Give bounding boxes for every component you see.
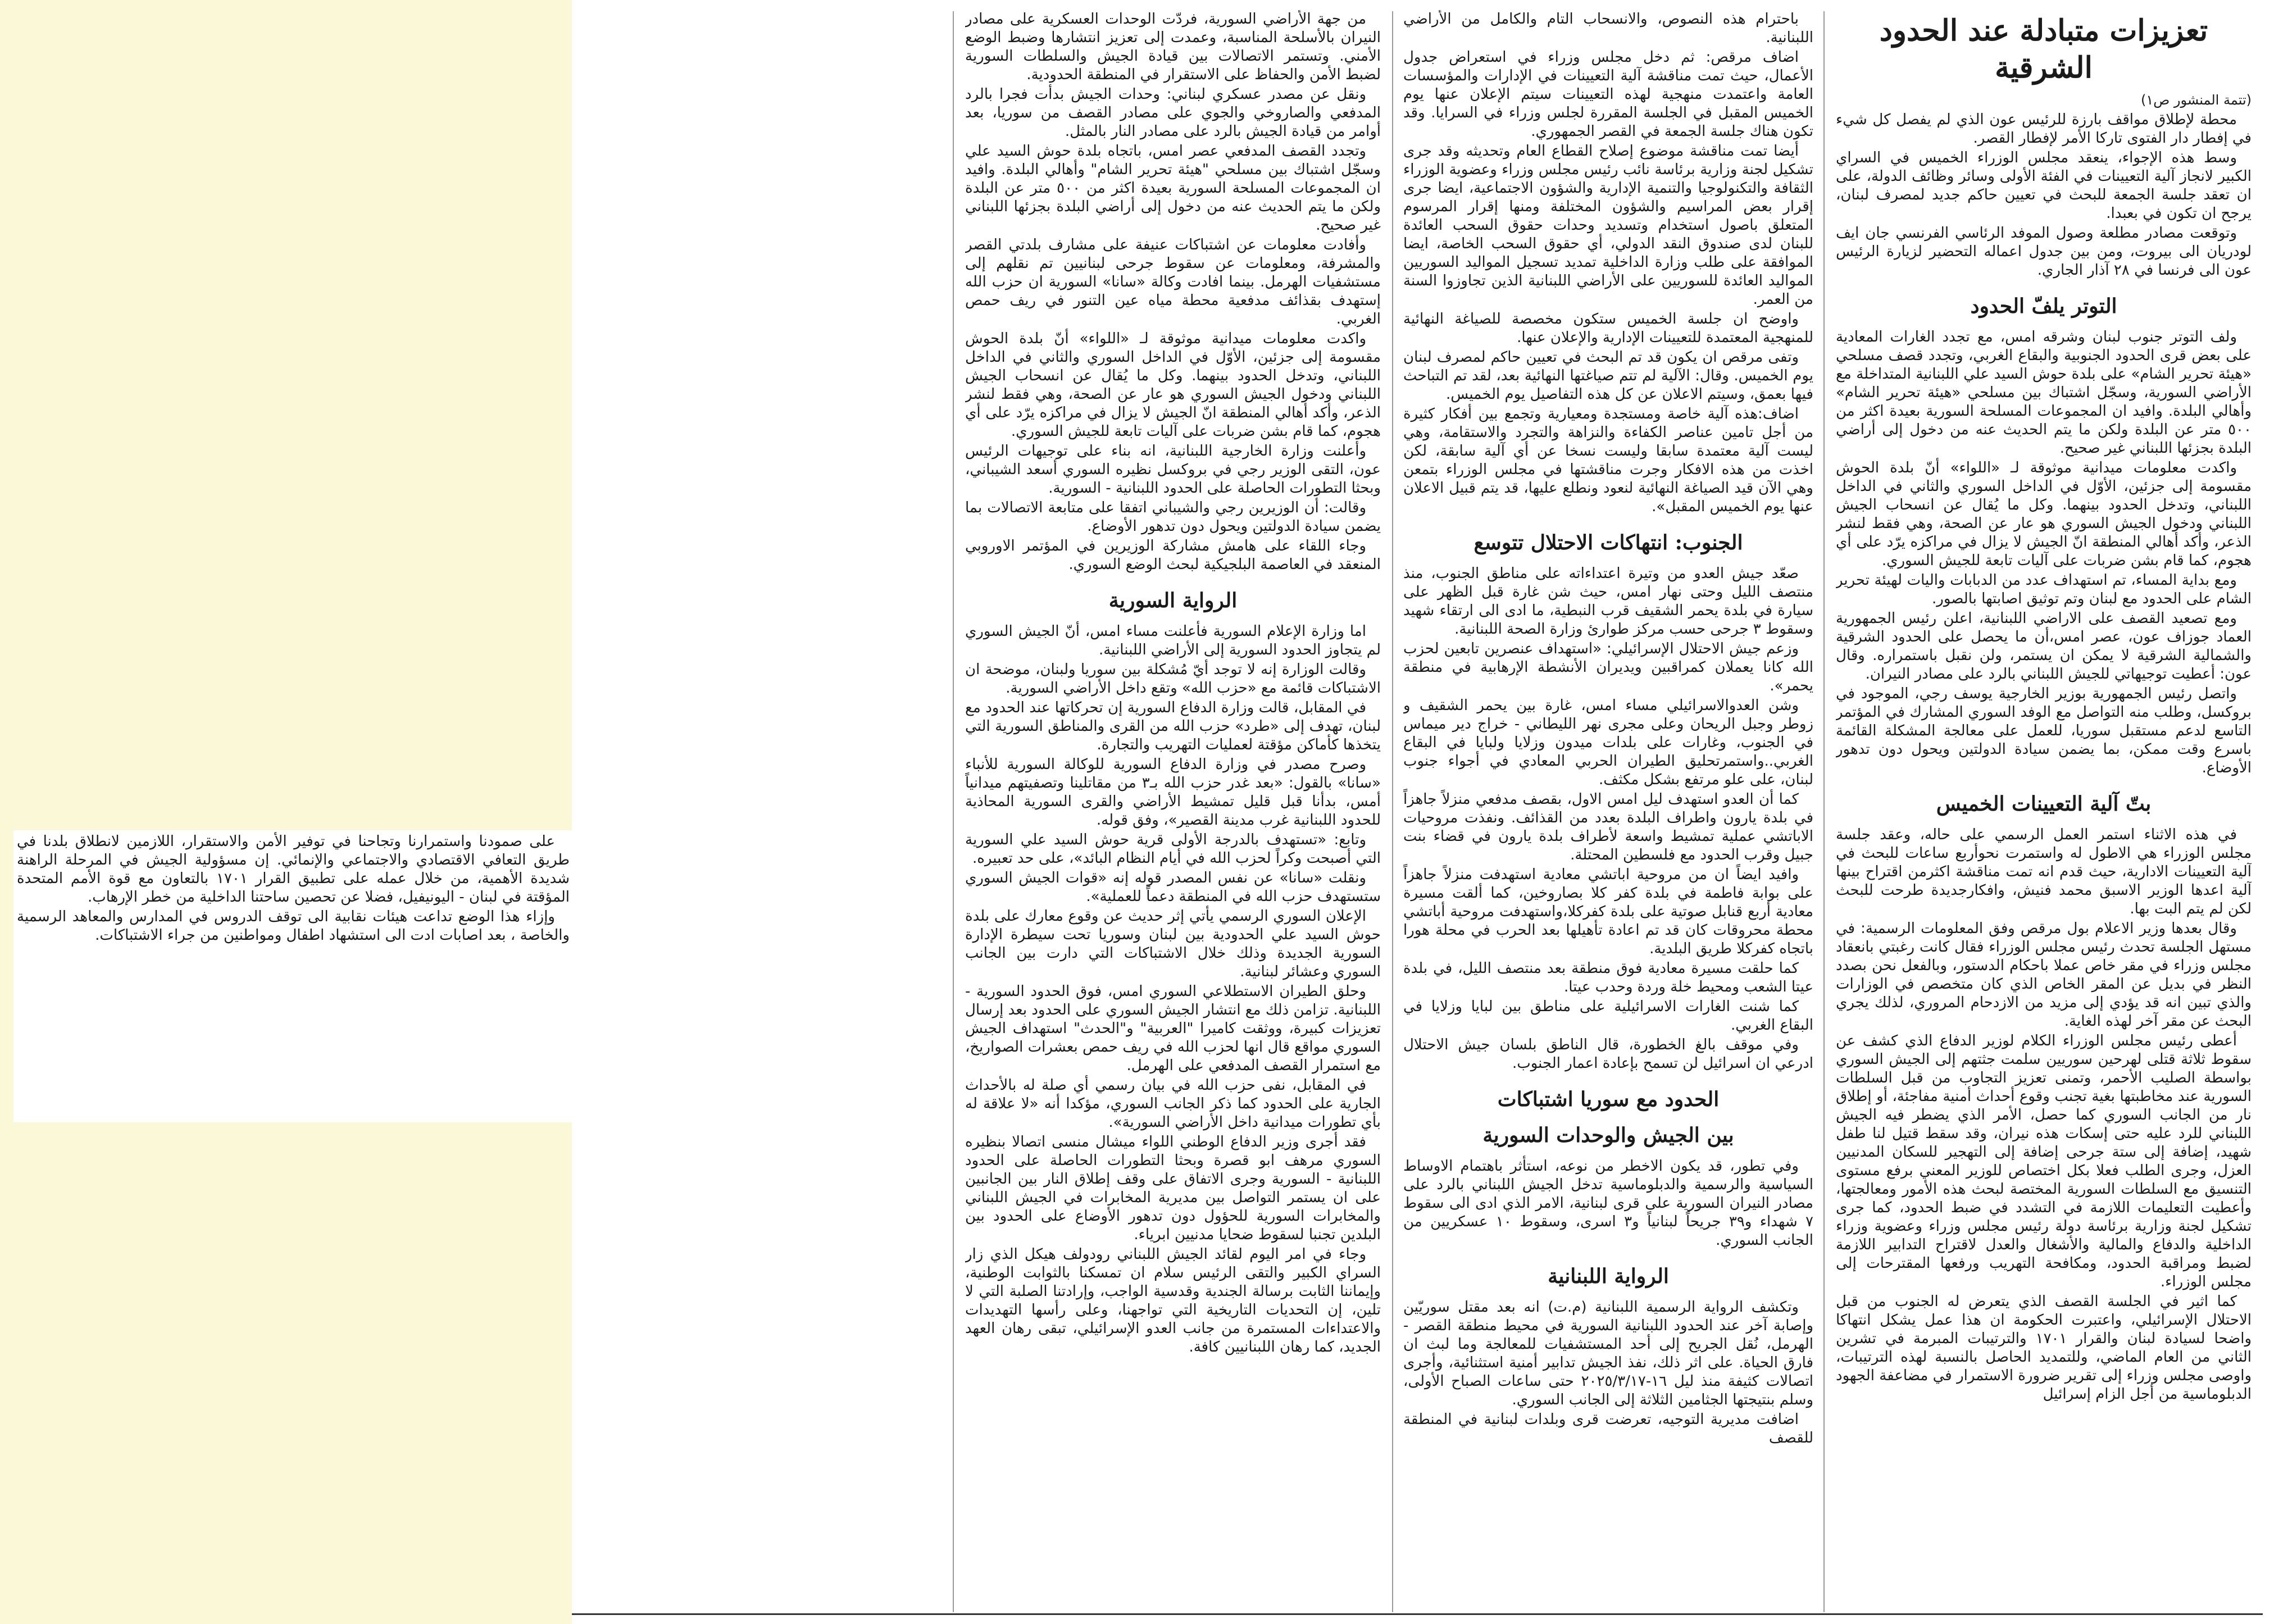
column-divider xyxy=(953,11,954,1612)
subheading: بتّ آلية التعيينات الخميس xyxy=(1936,792,2152,816)
subheading: الرواية اللبنانية xyxy=(1548,1264,1669,1288)
paragraph: وتفى مرقص ان يكون قد تم البحث في تعيين حاكم لمصرف لبنان يوم الخميس. وقال: الآلية لم تتم صياغتها النهائية بعد، لقد تم التباحث فيها بعمق، وسيتم الاعلان عن كل هذه التفاصيل يوم الخميس. xyxy=(1403,349,1813,403)
paragraph: وقال بعدها وزير الاعلام بول مرقص وفق المعلومات الرسمية: في مستهل الجلسة تحدث رئيس مجلس الوزراء فقال كانت رغبتي بانعقاد مجلس وزراء في مقر خاص عملا باحكام الدستور، وبالفعل نحن بصدد النظر في بديل عن المقر الخاص الذي كان متخصص في الوزارات والذي تبين انه قد يؤدي إلى مزيد من الازدحام المروري، لذلك يجري البحث عن مقر آخر لهذه الغاية. xyxy=(1836,920,2252,1030)
paragraph: كما اثير في الجلسة القصف الذي يتعرض له الجنوب من قبل الاحتلال الإسرائيلي، واعتبرت الحكومة ان هذا عمل يشكل انتهاكا واضحا لسيادة لبنان والقرار ١٧٠١ والترتيبات المبرمة في تشرين الثاني من العام الماضي، وللتمديد الحاصل بالنسبة لهذه الترتيبات، واوصى مجلس وزراء إلى تقرير ضرورة الاستمرار في مضاعفة الجهود الدبلوماسية من أجل الزام إسرائيل xyxy=(1836,1293,2252,1403)
paragraph: وتوقعت مصادر مطلعة وصول الموفد الرئاسي الفرنسي جان ايف لودريان الى بيروت، ومن بين جدول اعماله التحضير لزيارة الرئيس عون الى فرنسا في ٢٨ آذار الجاري. xyxy=(1836,225,2252,279)
paragraph: وصرح مصدر في وزارة الدفاع السورية للوكالة السورية للأنباء «سانا» بالقول: «بعد غدر حزب الله بـ٣ من مقاتلينا وتصفيتهم ميدانياً أمس، بدأنا قبل قليل تمشيط الأراضي والقرى السورية المحاذية للحدود اللبنانية غرب مدينة القصير»، وفق قوله. xyxy=(965,756,1381,829)
paragraph: واكدت معلومات ميدانية موثوقة لـ «اللواء» أنّ بلدة الحوش مقسومة إلى جزئين، الأوّل في الداخل السوري والثاني في الداخل اللبناني، وتدخل الحدود بينهما. وكل ما يُقال عن انسحاب الجيش اللبناني ودخول الجيش السوري هو عار عن الصحة، وهي فقط لنشر الذعر، وأكد أهالي المنطقة انّ الجيش لا يزال في مراكزه يرّد على أي هجوم، كما قام بشن ضربات على آليات تابعة للجيش السوري. xyxy=(965,330,1381,440)
paragraph: وفي موقف بالغ الخطورة، قال الناطق بلسان جيش الاحتلال ادرعي ان اسرائيل لن تسمح بإعادة اعمار الجنوب. xyxy=(1403,1036,1813,1072)
paragraph: وتابع: «تستهدف بالدرجة الأولى قرية حوش السيد علي السورية التي أصبحت وكراً لحزب الله في أيام النظام البائد»، على حد تعبيره. xyxy=(965,831,1381,867)
paragraph: في هذه الاثناء استمر العمل الرسمي على حاله، وعقد جلسة مجلس الوزراء هي الاطول له واستمرت نحوأربع ساعات للبحث في آلية التعيينات الادارية، حيث قدم انه تمت مناقشة اكثرمن اقتراح بينها آلية اعدها الوزير الاسبق محمد فنيش، وافكارجديدة طرحت للبحث لكن لم يتم البت بها. xyxy=(1836,826,2252,917)
paragraph: صعّد جيش العدو من وتيرة اعتداءاته على مناطق الجنوب، منذ منتصف الليل وحتى نهار امس، حيث شن غارة قبل الظهر على سيارة في بلدة يحمر الشقيف قرب النبطية، ما ادى الى ارتقاء شهيد وسقوط ٣ جرحى حسب مركز طوارئ وزارة الصحة اللبنانية. xyxy=(1403,565,1813,638)
paragraph: محطة لإطلاق مواقف بارزة للرئيس عون الذي لم يفصل كل شيء في إفطار دار الفتوى تاركا الأمر لإفطار القصر. xyxy=(1836,111,2252,147)
paragraph: وأفادت معلومات عن اشتباكات عنيفة على مشارف بلدتي القصر والمشرفة، ومعلومات عن سقوط جرحى لبنانيين تم نقلهم إلى مستشفيات الهرمل. بينما افادت وكالة «سانا» السورية ان حزب الله إستهدف بقذائف مدفعية محطة مياه عين التنور في ريف حمص الغربي. xyxy=(965,236,1381,327)
paragraph: كما أن العدو استهدف ليل امس الاول، بقصف مدفعي منزلاً جاهزاً في بلدة يارون واطراف البلدة بعدد من القذائف. ونفذت مروحيات الاباتشي عملية تمشيط واسعة لأطراف بلدة يارون في قضاء بنت جبيل وقرب الحدود مع فلسطين المحتلة. xyxy=(1403,791,1813,863)
paragraph: أيضا تمت مناقشة موضوع إصلاح القطاع العام وتحديثه وقد جرى تشكيل لجنة وزارية برئاسة نائب رئيس مجلس وزراء وعضوية الوزراء الثقافة والتكنولوجيا والتنمية الإدارية والشؤون الاجتماعية، ايضا جرى إقرار بعض المراسيم والشؤون المختلفة ومنها إقرار المرسوم المتعلق باصول استخدام وتسديد وحدات حقوق السحب العائدة للبنان لدى صندوق النقد الدولي، أي حقوق السحب الخاصة، ايضا الموافقة على طلب وزارة الداخلية تمديد تسجيل المواليد السوريين المواليد العائدة للسوريين على الأراضي اللبنانية الذين تجاوزوا السنة من العمر. xyxy=(1403,143,1813,308)
paragraph: وحلق الطيران الاستطلاعي السوري امس، فوق الحدود السورية - اللبنانية. تزامن ذلك مع انتشار الجيش السوري على الحدود بعد إرسال تعزيزات كبيرة، ووثقت كاميرا "العربية" و"الحدث" استهداف الجيش السوري مواقع قال انها لحزب الله في ريف حمص بعشرات الصواريخ، مع استمرار القصف المدفعي على الهرمل. xyxy=(965,983,1381,1074)
subheading: الحدود مع سوريا اشتباكات xyxy=(1497,1088,1720,1111)
article-title: تعزيزات متبادلة عند الحدود الشرقية xyxy=(1879,13,2208,85)
paragraph: ولف التوتر جنوب لبنان وشرقه امس، مع تجدد الغارات المعادية على بعض قرى الحدود الجنوبية والبقاع الغربي، وتجدد قصف مسلحي «هيئة تحرير الشام» على بلدة حوش السيد علي اللبنانية المتداخلة مع الأراضي السورية، وسجّل اشتباك بين مسلحي «هيئة تحرير الشام» وأهالي البلدة. وافيد ان المجموعات المسلحة السورية بعيدة اكثر من ٥٠٠ متر عن البلدة ولكن ما يتم الحديث عنه من دخول إلى أراضي البلدة بجزئها اللبناني غير صحيح. xyxy=(1836,329,2252,457)
paragraph: ومع بداية المساء، تم استهداف عدد من الدبابات واليات لهيئة تحرير الشام على الحدود مع لبنان وتم توثيق اصابتها بالصور. xyxy=(1836,572,2252,607)
paragraph: وفي تطور، قد يكون الاخطر من نوعه، استأثر باهتمام الاوساط السياسية والرسمية والدبلوماسية تدخل الجيش اللبناني بالرد على مصادر النيران السورية على قرى لبنانية، الامر الذي ادى الى سقوط ٧ شهداء و٣٩ جريحاً لبنانياً و٣ اسرى، وسقوط ١٠ عسكريين من الجانب السوري. xyxy=(1403,1158,1813,1249)
paragraph: فقد أجرى وزير الدفاع الوطني اللواء ميشال منسى اتصالا بنظيره السوري مرهف ابو قصرة وبحثا التطورات الحاصلة على الحدود اللبنانية - السورية وجرى الاتفاق على وقف إطلاق النار بين الجانبين على ان يستمر التواصل بين مديرية المخابرات في الجيش اللبناني والمخابرات السورية للحؤول دون تدهور الأوضاع على الحدود بين البلدين تجنبا لسقوط ضحايا مدنيين ابرياء. xyxy=(965,1134,1381,1243)
paragraph: وأعلنت وزارة الخارجية اللبنانية، انه بناء على توجيهات الرئيس عون، التقى الوزير رجي في بروكسل نظيره السوري أسعد الشيباني، وبحثا التطورات الحاصلة على الحدود اللبنانية - السورية. xyxy=(965,443,1381,497)
paragraph: وشن العدوالاسرائيلي مساء امس، غارة بين يحمر الشقيف و زوطر وجبل الريحان وعلى مجرى نهر الليطاني - خراج دير ميماس في الجنوب، وغارات على بلدات ميدون وزلايا ولبايا في البقاع الغربي..واستمرتحليق الطيران الحربي المعادي في أجواء جنوب لبنان، على علو مرتفع بشكل مكثف. xyxy=(1403,697,1813,788)
paragraph: وتكشف الرواية الرسمية اللبنانية (م.ت) انه بعد مقتل سوريّين وإصابة آخر عند الحدود اللبنانية السورية في محيط منطقة القصر - الهرمل، نُقل الجريح إلى أحد المستشفيات للمعالجة وما لبث ان فارق الحياة. على اثر ذلك، نفذ الجيش تدابير أمنية استثنائية، وأجرى اتصالات كثيفة منذ ليل ١٦-٢٠٢٥/٣/١٧ حتى ساعات الصباح الأولى، وسلم بنتيجتها الجثامين الثلاثة إلى الجانب السوري. xyxy=(1403,1299,1813,1408)
continuation-note: (تتمة المنشور ص١) xyxy=(2140,92,2252,108)
paragraph: ونقلت «سانا» عن نفس المصدر قوله إنه «قوات الجيش السوري ستستهدف حزب الله في المنطقة دعماً للعملية». xyxy=(965,870,1381,905)
paragraph: واكدت معلومات ميدانية موثوقة لـ «اللواء» أنّ بلدة الحوش مقسومة إلى جزئين، الأوّل في الداخل السوري والثاني في الداخل اللبناني، وتدخل الحدود بينهما. وكل ما يُقال عن انسحاب الجيش اللبناني ودخول الجيش السوري هو عار عن الصحة، وهي فقط لنشر الذعر، وأكد أهالي المنطقة انّ الجيش لا يزال في مراكزه يرّد على أي هجوم، كما قام بشن ضربات على آليات تابعة للجيش السوري. xyxy=(1836,460,2252,569)
paragraph: وإزاء هذا الوضع تداعت هيئات نقابية الى توقف الدروس في المدارس والمعاهد الرسمية والخاصة ، بعد اصابات ادت الى استشهاد اطفال ومواطنين من جراء الاشتباكات. xyxy=(17,908,570,944)
yellow-panel xyxy=(0,0,572,1624)
paragraph: في المقابل، قالت وزارة الدفاع السورية إن تحركاتها عند الحدود مع لبنان، تهدف إلى «طرد» حزب الله من القرى والمناطق السورية التي يتخذها كأماكن مؤقتة لعمليات التهريب والتجارة. xyxy=(965,699,1381,753)
paragraph: على صمودنا واستمرارنا وتجاحنا في توفير الأمن والاستقرار، اللازمين لانطلاق بلدنا في طريق التعافي الاقتصادي والاجتماعي والإنمائي. إن مسؤولية الجيش في المرحلة الراهنة شديدة الأهمية، من خلال عمله على تطبيق القرار ١٧٠١ بالتعاون مع قوة الأمم المتحدة المؤقتة في لبنان - اليونيفيل، فضلا عن تحصين ساحتنا الداخلية من خطر الإرهاب. xyxy=(17,833,570,906)
paragraph: وتجدد القصف المدفعي عصر امس، باتجاه بلدة حوش السيد علي وسجّل اشتباك بين مسلحي "هيئة تحرير الشام" وأهالي البلدة. وافيد ان المجموعات المسلحة السورية بعيدة اكثر من ٥٠٠ متر عن البلدة ولكن ما يتم الحديث عنه من دخول إلى أراضي البلدة بجزئها اللبناني غير صحيح. xyxy=(965,143,1381,234)
paragraph: وقالت الوزارة إنه لا توجد أيّ مُشكلة بين سوريا ولبنان، موضحة ان الاشتباكات قائمة مع «حزب الله» وتقع داخل الأراضي السورية. xyxy=(965,661,1381,697)
column-divider xyxy=(1392,11,1393,1612)
paragraph: وجاء اللقاء على هامش مشاركة الوزيرين في المؤتمر الاوروبي المنعقد في العاصمة البلجيكية لبحث الوضع السوري. xyxy=(965,538,1381,573)
subheading: بين الجيش والوحدات السورية xyxy=(1482,1123,1734,1147)
column-2 xyxy=(1403,10,1813,1605)
paragraph: اضافت مديرية التوجيه، تعرضت قرى وبلدات لبنانية في المنطقة للقصف xyxy=(1403,1411,1813,1446)
paragraph: اضاف:هذه آلية خاصة ومستجدة ومعيارية وتجمع بين أفكار كثيرة من أجل تامين عناصر الكفاءة والنزاهة والتجرد والاستقامة، وهي ليست آلية معتمدة سابقا وليست نسخا عن أي آلية سابقة، لكن اخذت من هذه الافكار وجرت مناقشتها في مجلس الوزراء بتمعن وهي الآن قيد الصياغة النهائية لنعود ونطلع عليها، قد يتم قبيل الاعلان عنها يوم الخميس المقبل». xyxy=(1403,406,1813,515)
subheading: التوتر يلفّ الحدود xyxy=(1970,294,2117,318)
paragraph: واوضح ان جلسة الخميس ستكون مخصصة للصياغة النهائية للمنهجية المعتمدة للتعيينات الإدارية والإعلان عنها. xyxy=(1403,311,1813,346)
paragraph: وافيد ايضاً ان من مروحية اباتشي معادية استهدفت منزلاً جاهزاً على بوابة فاطمة في بلدة كفر كلا بصاروخين، كما ألقت مسيرة معادية أربع قنابل صوتية على بلدة كفركلا،واستهدفت مروحية أباتشي محطة محروقات كان قد تم اعادة تأهيلها بعد الحرب في محلة هورا باتجاه كفركلا طريق البلدية. xyxy=(1403,866,1813,957)
paragraph: اضاف مرقص: ثم دخل مجلس وزراء في استعراض جدول الأعمال، حيث تمت مناقشة آلية التعيينات في الإدارات والمؤسسات العامة واعتمدت منهجية لهذه التعيينات سيتم الإعلان عنها يوم الخميس المقبل في الجلسة المقررة لجلس وزراء في السرايا. وقد تكون هناك جلسة الجمعة في القصر الجمهوري. xyxy=(1403,49,1813,140)
paragraph: وسط هذه الإجواء، ينعقد مجلس الوزراء الخميس في السراي الكبير لانجاز آلية التعيينات في الفئة الأولى وسائر وظائف الدولة، على ان تعقد جلسة الجمعة للبحث في تعيين حاكم جديد لمصرف لبنان، يرجح ان تكون في بعبدا. xyxy=(1836,149,2252,222)
paragraph: ومع تصعيد القصف على الاراضي اللبنانية، اعلن رئيس الجمهورية العماد جوزاف عون، عصر امس،أن ما يحصل على الحدود الشرقية والشمالية الشرقية لا يمكن ان يستمر، ولن نقبل باستمراره. وقال عون: أعطيت توجيهاتي للجيش اللبناني بالرد على مصادر النيران. xyxy=(1836,610,2252,683)
column-divider xyxy=(1823,11,1825,1612)
bottom-rule xyxy=(572,1613,2263,1615)
paragraph: كما حلقت مسيرة معادية فوق منطقة بعد منتصف الليل، في بلدة عيتا الشعب ومحيط خلة وردة وحدب عيتا. xyxy=(1403,960,1813,995)
paragraph: الإعلان السوري الرسمي يأتي إثر حديث عن وقوع معارك على بلدة حوش السيد علي الحدودية بين لبنان وسوريا تحت سيطرة الإدارة السورية الجديدة وذلك خلال الاشتباكات التي دارت بين الجانب السوري وعشائر لبنانية. xyxy=(965,908,1381,980)
paragraph: أعطى رئيس مجلس الوزراء الكلام لوزير الدفاع الذي كشف عن سقوط ثلاثة قتلى لهرحين سوريين سلمت جثتهم إلى الجيش السوري بواسطة الصليب الأحمر، وتمنى تعزيز التجاوب من قبل السلطات السورية عند مخاطبتها بغية تجنب وقوع أحداث أمنية مفاجئة، أو إطلاق نار من الجانب السوري كما حصل، الأمر الذي يضطر فيه الجيش اللبناني للرد عليه حتى إسكات هذه نيران، وقد سقط قتيل لنا طفل شهيد، إضافة إلى ستة جرحى إضافة إلى التهجير للسكان المدنيين العزل، وجرى الطلب فعلا بكل اختصاص للوزير المعني برفع مستوى التنسيق مع السلطات السورية المختصة لبحث هذه الأمور ومعالجتها، وأعطيت التعليمات اللازمة في التشدد في ضبط الحدود، كما جرى تشكيل لجنة وزارية برئاسة دولة رئيس مجلس وزراء وعضوية وزراء الداخلية والدفاع والمالية والأشغال والعدل لاقتراح التدابير اللازمة لضبط ومراقبة الحدود، ومكافحة التهريب ورفعها المقترحات إلى مجلس الوزراء. xyxy=(1836,1032,2252,1290)
paragraph: وزعم جيش الاحتلال الإسرائيلي: «استهداف عنصرين تابعين لحزب الله كانا يعملان كمراقبين ويديران الأنشطة الإرهابية في منطقة يحمر». xyxy=(1403,640,1813,694)
column-1 xyxy=(1836,10,2252,1605)
paragraph: واتصل رئيس الجمهورية بوزير الخارجية يوسف رجي، الموجود في بروكسل، وطلب منه التواصل مع الوفد السوري المشارك في المؤتمر التاسع لدعم مستقبل سوريا، للعمل على معالجة المشكلة القائمة باسرع وقت ممكن، بما يضمن سيادة الدولتين ويحول دون تدهور الأوضاع. xyxy=(1836,685,2252,776)
paragraph: وقالت: أن الوزيرين رجي والشيباني اتفقا على متابعة الاتصالات بما يضمن سيادة الدولتين ويحول دون تدهور الأوضاع. xyxy=(965,499,1381,535)
subheading: الجنوب: انتهاكات الاحتلال تتوسع xyxy=(1473,531,1743,554)
paragraph: كما شنت الغارات الاسرائيلية على مناطق بين لبايا وزلايا في البقاع الغربي. xyxy=(1403,998,1813,1034)
paragraph: باحترام هذه النصوص، والانسحاب التام والكامل من الأراضي اللبنانية. xyxy=(1403,11,1813,46)
column-3 xyxy=(965,10,1381,1605)
paragraph: في المقابل، نفى حزب الله في بيان رسمي أي صلة له بالأحداث الجارية على الحدود كما ذكر الجانب السوري، مؤكدا أنه «لا علاقة له بأي تطورات ميدانية داخل الأراضي السورية». xyxy=(965,1077,1381,1131)
paragraph: من جهة الأراضي السورية، فردّت الوحدات العسكرية على مصادر النيران بالأسلحة المناسبة، وعمدت إلى تعزيز انتشارها وضبط الوضع الأمني. وتستمر الاتصالات بين قيادة الجيش والسلطات السورية لضبط الأمن والحفاظ على الاستقرار في المنطقة الحدودية. xyxy=(965,11,1381,83)
subheading: الرواية السورية xyxy=(1108,589,1238,612)
paragraph: ونقل عن مصدر عسكري لبناني: وحدات الجيش بدأت فجرا بالرد المدفعي والصاروخي والجوي على مصادر القصف من سوريا، بعد أوامر من قيادة الجيش بالرد على مصادر النار بالمثل. xyxy=(965,86,1381,140)
paragraph: اما وزارة الإعلام السورية فأعلنت مساء امس، أنّ الجيش السوري لم يتجاوز الحدود السورية إلى الأراضي اللبنانية. xyxy=(965,623,1381,658)
column-4-box xyxy=(13,830,575,1122)
paragraph: وجاء في امر اليوم لقائد الجيش اللبناني رودولف هيكل الذي زار السراي الكبير والتقى الرئيس سلام ان تمسكنا بالثوابت الوطنية، وإيماننا الثابت برسالة الجندية وقدسية الواجب، وإرادتنا الصلبة التي لا تلين، إن التحديات التاريخية التي تواجهنا، وعلى رأسها التهديدات والاعتداءات المستمرة من جانب العدو الإسرائيلي، تبقى رهان العهد الجديد، كما رهان اللبنانيين كافة. xyxy=(965,1246,1381,1355)
